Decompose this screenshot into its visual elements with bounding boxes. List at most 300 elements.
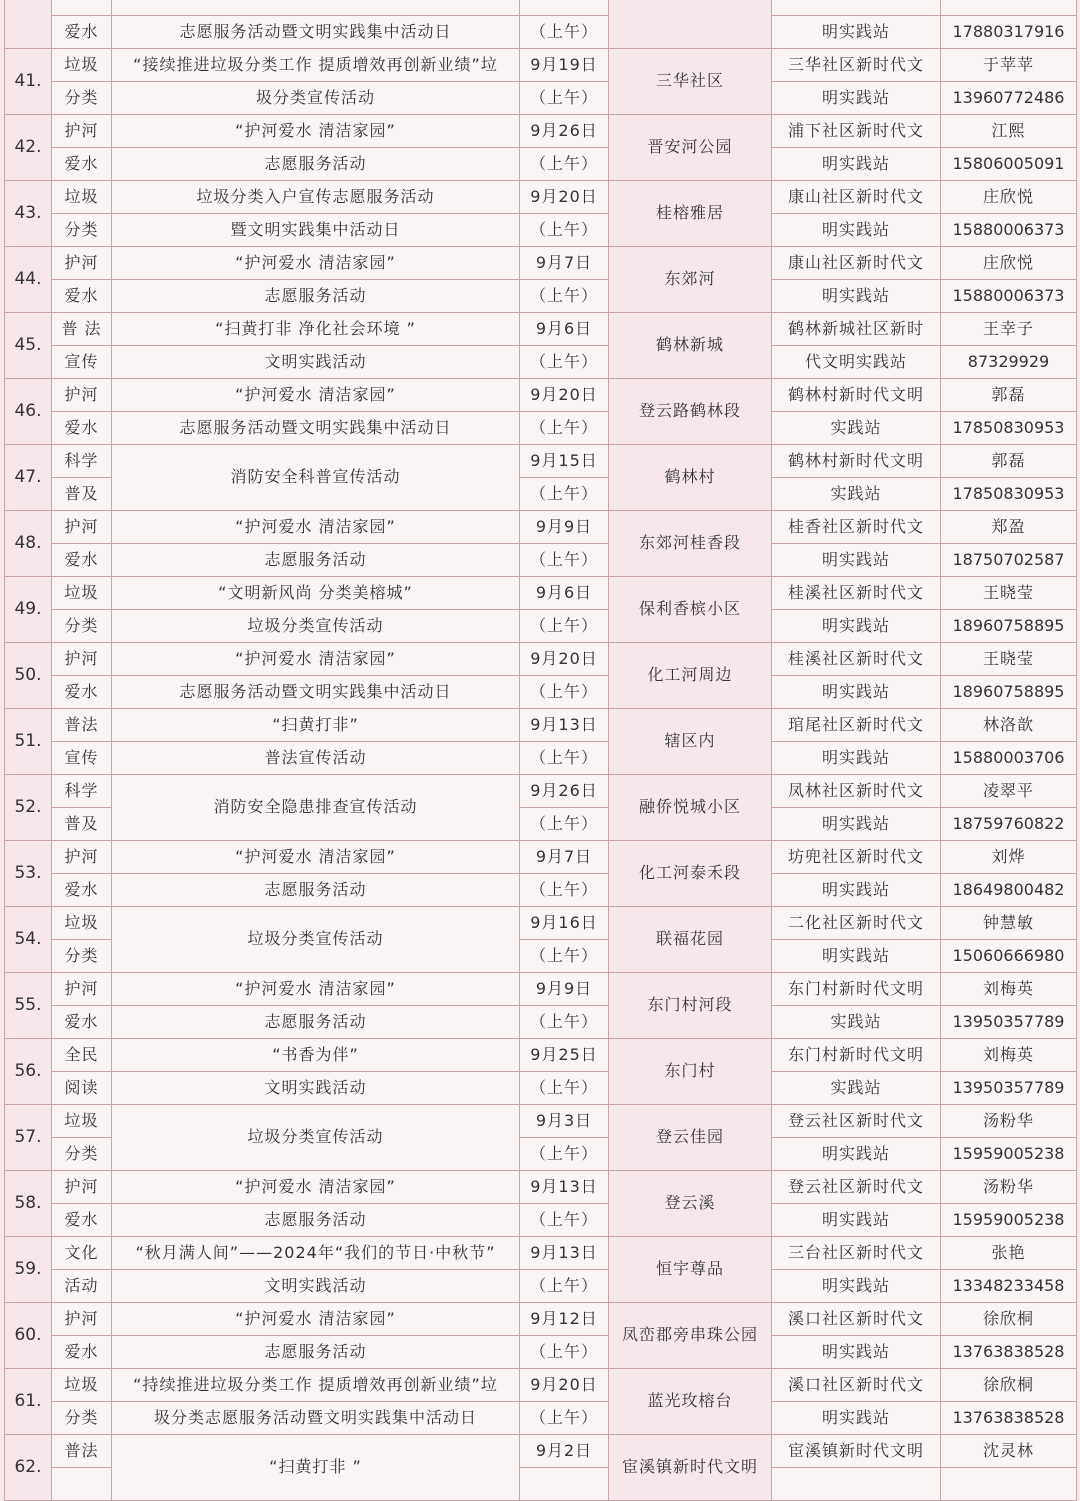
- category-line2: 分类: [52, 214, 112, 247]
- date-line1: 9月9日: [520, 511, 609, 544]
- contact-person: 徐欣桐: [941, 1369, 1077, 1402]
- contact-phone: 17880317916: [941, 16, 1077, 49]
- organizer-line1: 鹤林村新时代文明: [772, 445, 941, 478]
- activity-line1: 垃圾分类宣传活动: [112, 907, 520, 973]
- table-row: [5, 247, 1077, 280]
- category-line1: 护河: [52, 1171, 112, 1204]
- contact-person: 徐欣桐: [941, 1303, 1077, 1336]
- category-line2: 分类: [52, 1402, 112, 1435]
- table-row: [5, 775, 1077, 808]
- date-line1: 9月13日: [520, 1171, 609, 1204]
- activity-line1: “护河爱水 清洁家园”: [112, 379, 520, 412]
- activity-line2: 志愿服务活动: [112, 1336, 520, 1369]
- category-line2: 普及: [52, 478, 112, 511]
- organizer-line2: 明实践站: [772, 1204, 941, 1237]
- organizer-line1: 浦下社区新时代文: [772, 115, 941, 148]
- row-number: 41.: [5, 49, 52, 115]
- category-line2: 分类: [52, 1138, 112, 1171]
- row-number: 52.: [5, 775, 52, 841]
- contact-person: 沈灵林: [941, 1435, 1077, 1468]
- date-line2: （上午）: [520, 610, 609, 643]
- category-line1: 垃圾: [52, 181, 112, 214]
- category-line2: 爱水: [52, 412, 112, 445]
- category-line2: 宣传: [52, 742, 112, 775]
- table-row-cont: [5, 346, 1077, 379]
- contact-phone: [941, 1468, 1077, 1501]
- table-row: [5, 49, 1077, 82]
- contact-phone: 13960772486: [941, 82, 1077, 115]
- category-line1: 护河: [52, 511, 112, 544]
- date-line1: 9月13日: [520, 1237, 609, 1270]
- location: 化工河泰禾段: [609, 841, 772, 907]
- category-line1: 护河: [52, 1303, 112, 1336]
- date-line1: 9月6日: [520, 313, 609, 346]
- date-line1: 9月7日: [520, 841, 609, 874]
- location: 东郊河: [609, 247, 772, 313]
- organizer-line1: 桂溪社区新时代文: [772, 643, 941, 676]
- organizer-line1: 登云社区新时代文: [772, 1171, 941, 1204]
- table-row: [5, 1303, 1077, 1336]
- date-line2: [520, 1468, 609, 1501]
- location: 桂榕雅居: [609, 181, 772, 247]
- contact-person: [941, 0, 1077, 16]
- table-row: [5, 1105, 1077, 1138]
- row-number: 55.: [5, 973, 52, 1039]
- category-line2: 活动: [52, 1270, 112, 1303]
- row-number: 46.: [5, 379, 52, 445]
- category-line1: 科学: [52, 445, 112, 478]
- activity-line1: 垃圾分类入户宣传志愿服务活动: [112, 181, 520, 214]
- organizer-line1: 鹤林新城社区新时: [772, 313, 941, 346]
- contact-person: 刘梅英: [941, 1039, 1077, 1072]
- category-line1: 文化: [52, 1237, 112, 1270]
- location: 融侨悦城小区: [609, 775, 772, 841]
- category-line2: 分类: [52, 940, 112, 973]
- row-number: 61.: [5, 1369, 52, 1435]
- location: [609, 0, 772, 49]
- category-line1: 护河: [52, 115, 112, 148]
- row-number: 56.: [5, 1039, 52, 1105]
- date-line1: 9月20日: [520, 643, 609, 676]
- location: 东门村: [609, 1039, 772, 1105]
- date-line1: 9月7日: [520, 247, 609, 280]
- organizer-line1: 康山社区新时代文: [772, 181, 941, 214]
- organizer-line2: 明实践站: [772, 1336, 941, 1369]
- activity-line2: 志愿服务活动暨文明实践集中活动日: [112, 676, 520, 709]
- activity-line1: “护河爱水 清洁家园”: [112, 1303, 520, 1336]
- row-number: 54.: [5, 907, 52, 973]
- location: 保利香槟小区: [609, 577, 772, 643]
- category-line2: 爱水: [52, 676, 112, 709]
- date-line2: （上午）: [520, 808, 609, 841]
- location: 化工河周边: [609, 643, 772, 709]
- contact-person: 王幸子: [941, 313, 1077, 346]
- category-line1: [52, 0, 112, 16]
- activity-line2: 志愿服务活动暨文明实践集中活动日: [112, 412, 520, 445]
- table-row: [5, 1369, 1077, 1402]
- table-row: [5, 643, 1077, 676]
- contact-person: 汤粉华: [941, 1105, 1077, 1138]
- contact-phone: 18649800482: [941, 874, 1077, 907]
- contact-phone: 15880006373: [941, 280, 1077, 313]
- category-line2: 爱水: [52, 1204, 112, 1237]
- table-row: [5, 907, 1077, 940]
- row-number: 51.: [5, 709, 52, 775]
- row-number: 60.: [5, 1303, 52, 1369]
- table-row-cont: [5, 1072, 1077, 1105]
- location: 恒宇尊品: [609, 1237, 772, 1303]
- organizer-line1: 康山社区新时代文: [772, 247, 941, 280]
- date-line1: 9月25日: [520, 1039, 609, 1072]
- category-line1: 垃圾: [52, 1369, 112, 1402]
- contact-person: 林洛歆: [941, 709, 1077, 742]
- organizer-line1: [772, 0, 941, 16]
- category-line2: [52, 1468, 112, 1501]
- organizer-line1: 东门村新时代文明: [772, 1039, 941, 1072]
- date-line2: （上午）: [520, 148, 609, 181]
- date-line1: [520, 0, 609, 16]
- activity-line1: “护河爱水 清洁家园”: [112, 841, 520, 874]
- row-number: 50.: [5, 643, 52, 709]
- contact-person: 郭磊: [941, 379, 1077, 412]
- category-line2: 爱水: [52, 544, 112, 577]
- location: 辖区内: [609, 709, 772, 775]
- organizer-line2: 明实践站: [772, 280, 941, 313]
- table-row: [5, 445, 1077, 478]
- table-row: [5, 379, 1077, 412]
- contact-phone: 15806005091: [941, 148, 1077, 181]
- table-row-cont: [5, 544, 1077, 577]
- organizer-line2: 代文明实践站: [772, 346, 941, 379]
- contact-person: 汤粉华: [941, 1171, 1077, 1204]
- date-line1: 9月2日: [520, 1435, 609, 1468]
- organizer-line1: 溪口社区新时代文: [772, 1369, 941, 1402]
- organizer-line2: 明实践站: [772, 214, 941, 247]
- organizer-line2: 明实践站: [772, 544, 941, 577]
- activity-line2: 垃圾分类宣传活动: [112, 610, 520, 643]
- table-row: [5, 1039, 1077, 1072]
- location: 三华社区: [609, 49, 772, 115]
- table-row: [5, 0, 1077, 16]
- date-line1: 9月19日: [520, 49, 609, 82]
- date-line2: （上午）: [520, 1006, 609, 1039]
- contact-person: 张艳: [941, 1237, 1077, 1270]
- activity-line1: “书香为伴”: [112, 1039, 520, 1072]
- activity-line1: 消防安全科普宣传活动: [112, 445, 520, 511]
- contact-phone: 18750702587: [941, 544, 1077, 577]
- contact-person: 钟慧敏: [941, 907, 1077, 940]
- contact-person: 郭磊: [941, 445, 1077, 478]
- table-row: [5, 1237, 1077, 1270]
- category-line1: 护河: [52, 247, 112, 280]
- row-number: 49.: [5, 577, 52, 643]
- date-line2: （上午）: [520, 346, 609, 379]
- date-line2: （上午）: [520, 1072, 609, 1105]
- category-line2: 爱水: [52, 1006, 112, 1039]
- organizer-line2: 明实践站: [772, 148, 941, 181]
- activity-line1: “护河爱水 清洁家园”: [112, 1171, 520, 1204]
- activity-line2: 文明实践活动: [112, 346, 520, 379]
- activity-line1: “扫黄打非 净化社会环境 ”: [112, 313, 520, 346]
- organizer-line1: 坊兜社区新时代文: [772, 841, 941, 874]
- contact-phone: 15060666980: [941, 940, 1077, 973]
- contact-phone: 15880006373: [941, 214, 1077, 247]
- contact-person: 王晓莹: [941, 643, 1077, 676]
- organizer-line2: 明实践站: [772, 610, 941, 643]
- organizer-line2: 实践站: [772, 1006, 941, 1039]
- table-row-cont: [5, 610, 1077, 643]
- activity-line1: 垃圾分类宣传活动: [112, 1105, 520, 1171]
- activity-line2: 志愿服务活动: [112, 1006, 520, 1039]
- table-row: [5, 1435, 1077, 1468]
- location: 登云路鹤林段: [609, 379, 772, 445]
- date-line2: （上午）: [520, 1138, 609, 1171]
- activity-line2: 志愿服务活动: [112, 1204, 520, 1237]
- activity-line1: “秋月满人间”——2024年“我们的节日·中秋节”: [112, 1237, 520, 1270]
- location: 蓝光玫榕台: [609, 1369, 772, 1435]
- activity-line2: 志愿服务活动: [112, 874, 520, 907]
- contact-phone: 15880003706: [941, 742, 1077, 775]
- category-line1: 护河: [52, 841, 112, 874]
- organizer-line1: 桂香社区新时代文: [772, 511, 941, 544]
- contact-person: 江熙: [941, 115, 1077, 148]
- contact-person: 王晓莹: [941, 577, 1077, 610]
- date-line1: 9月9日: [520, 973, 609, 1006]
- category-line1: 垃圾: [52, 907, 112, 940]
- category-line2: 宣传: [52, 346, 112, 379]
- organizer-line1: 鹤林村新时代文明: [772, 379, 941, 412]
- organizer-line1: 东门村新时代文明: [772, 973, 941, 1006]
- date-line2: （上午）: [520, 478, 609, 511]
- location: 登云佳园: [609, 1105, 772, 1171]
- activity-line1: “护河爱水 清洁家园”: [112, 247, 520, 280]
- contact-phone: 87329929: [941, 346, 1077, 379]
- activity-line2: 圾分类志愿服务活动暨文明实践集中活动日: [112, 1402, 520, 1435]
- category-line2: 阅读: [52, 1072, 112, 1105]
- contact-person: 于苹苹: [941, 49, 1077, 82]
- category-line2: 分类: [52, 82, 112, 115]
- contact-phone: 13763838528: [941, 1336, 1077, 1369]
- date-line2: （上午）: [520, 544, 609, 577]
- organizer-line2: 明实践站: [772, 874, 941, 907]
- date-line1: 9月20日: [520, 181, 609, 214]
- category-line1: 科学: [52, 775, 112, 808]
- date-line2: （上午）: [520, 280, 609, 313]
- date-line1: 9月15日: [520, 445, 609, 478]
- activity-line2: 志愿服务活动: [112, 148, 520, 181]
- category-line2: 爱水: [52, 1336, 112, 1369]
- date-line1: 9月12日: [520, 1303, 609, 1336]
- location: 东郊河桂香段: [609, 511, 772, 577]
- activity-table: [4, 0, 1077, 1501]
- date-line2: （上午）: [520, 940, 609, 973]
- date-line2: （上午）: [520, 676, 609, 709]
- date-line1: 9月26日: [520, 115, 609, 148]
- row-number: 44.: [5, 247, 52, 313]
- table-row: [5, 511, 1077, 544]
- category-line2: 爱水: [52, 280, 112, 313]
- activity-line2: 志愿服务活动暨文明实践集中活动日: [112, 16, 520, 49]
- date-line1: 9月3日: [520, 1105, 609, 1138]
- table-row: [5, 313, 1077, 346]
- category-line1: 护河: [52, 379, 112, 412]
- organizer-line2: 明实践站: [772, 82, 941, 115]
- organizer-line1: 三台社区新时代文: [772, 1237, 941, 1270]
- row-number: 57.: [5, 1105, 52, 1171]
- table-row: [5, 709, 1077, 742]
- activity-line2: 普法宣传活动: [112, 742, 520, 775]
- contact-phone: 13950357789: [941, 1072, 1077, 1105]
- category-line1: 护河: [52, 973, 112, 1006]
- location: 宦溪镇新时代文明: [609, 1435, 772, 1501]
- table-row-cont: [5, 148, 1077, 181]
- organizer-line1: 琯尾社区新时代文: [772, 709, 941, 742]
- table-row-cont: [5, 1402, 1077, 1435]
- activity-line2: 志愿服务活动: [112, 544, 520, 577]
- date-line2: （上午）: [520, 1270, 609, 1303]
- category-line1: 垃圾: [52, 1105, 112, 1138]
- activity-line1: “护河爱水 清洁家园”: [112, 643, 520, 676]
- contact-phone: 15959005238: [941, 1204, 1077, 1237]
- row-number: 59.: [5, 1237, 52, 1303]
- location: 联福花园: [609, 907, 772, 973]
- table-row-cont: [5, 676, 1077, 709]
- table-row-cont: [5, 214, 1077, 247]
- contact-phone: 13348233458: [941, 1270, 1077, 1303]
- row-number: 47.: [5, 445, 52, 511]
- location: 东门村河段: [609, 973, 772, 1039]
- row-number: 45.: [5, 313, 52, 379]
- activity-line2: 暨文明实践集中活动日: [112, 214, 520, 247]
- organizer-line2: 明实践站: [772, 1270, 941, 1303]
- location: 鹤林新城: [609, 313, 772, 379]
- organizer-line2: 明实践站: [772, 676, 941, 709]
- activity-line1: “护河爱水 清洁家园”: [112, 115, 520, 148]
- row-number: 62.: [5, 1435, 52, 1501]
- location: 凤峦郡旁串珠公园: [609, 1303, 772, 1369]
- organizer-line2: 实践站: [772, 412, 941, 445]
- table-row: [5, 181, 1077, 214]
- organizer-line2: 明实践站: [772, 1138, 941, 1171]
- activity-line1: “护河爱水 清洁家园”: [112, 511, 520, 544]
- table-row-cont: [5, 1336, 1077, 1369]
- row-number: 42.: [5, 115, 52, 181]
- activity-line2: 文明实践活动: [112, 1270, 520, 1303]
- date-line2: （上午）: [520, 82, 609, 115]
- date-line2: （上午）: [520, 1336, 609, 1369]
- table-row-cont: [5, 1006, 1077, 1039]
- contact-phone: 18960758895: [941, 610, 1077, 643]
- contact-person: 凌翠平: [941, 775, 1077, 808]
- activity-line1: “接续推进垃圾分类工作 提质增效再创新业绩”垃: [112, 49, 520, 82]
- contact-person: 郑盈: [941, 511, 1077, 544]
- table-body: [5, 0, 1077, 1501]
- contact-phone: 13763838528: [941, 1402, 1077, 1435]
- date-line1: 9月6日: [520, 577, 609, 610]
- category-line1: 普法: [52, 1435, 112, 1468]
- table-row-cont: [5, 16, 1077, 49]
- table-row-cont: [5, 82, 1077, 115]
- organizer-line1: 二化社区新时代文: [772, 907, 941, 940]
- table-row-cont: [5, 280, 1077, 313]
- table-row: [5, 115, 1077, 148]
- organizer-line1: 登云社区新时代文: [772, 1105, 941, 1138]
- activity-line1: 消防安全隐患排查宣传活动: [112, 775, 520, 841]
- contact-phone: 17850830953: [941, 478, 1077, 511]
- organizer-line1: 三华社区新时代文: [772, 49, 941, 82]
- category-line1: 垃圾: [52, 49, 112, 82]
- location: 晋安河公园: [609, 115, 772, 181]
- row-number: 58.: [5, 1171, 52, 1237]
- category-line1: 垃圾: [52, 577, 112, 610]
- contact-person: 庄欣悦: [941, 247, 1077, 280]
- table-row: [5, 1171, 1077, 1204]
- organizer-line2: 明实践站: [772, 808, 941, 841]
- contact-phone: 15959005238: [941, 1138, 1077, 1171]
- contact-person: 庄欣悦: [941, 181, 1077, 214]
- row-number: [5, 0, 52, 49]
- organizer-line1: 宦溪镇新时代文明: [772, 1435, 941, 1468]
- contact-phone: 13950357789: [941, 1006, 1077, 1039]
- date-line2: （上午）: [520, 1204, 609, 1237]
- activity-line1: “扫黄打非”: [112, 709, 520, 742]
- table-row-cont: [5, 1270, 1077, 1303]
- date-line2: （上午）: [520, 1402, 609, 1435]
- organizer-line2: [772, 1468, 941, 1501]
- table-row-cont: [5, 874, 1077, 907]
- activity-line1: “护河爱水 清洁家园”: [112, 973, 520, 1006]
- organizer-line2: 明实践站: [772, 16, 941, 49]
- category-line2: 爱水: [52, 16, 112, 49]
- activity-line2: 圾分类宣传活动: [112, 82, 520, 115]
- organizer-line1: 溪口社区新时代文: [772, 1303, 941, 1336]
- activity-line1: “持续推进垃圾分类工作 提质增效再创新业绩”垃: [112, 1369, 520, 1402]
- date-line2: （上午）: [520, 874, 609, 907]
- row-number: 48.: [5, 511, 52, 577]
- activity-line1: [112, 0, 520, 16]
- row-number: 43.: [5, 181, 52, 247]
- category-line2: 分类: [52, 610, 112, 643]
- organizer-line2: 实践站: [772, 478, 941, 511]
- contact-phone: 17850830953: [941, 412, 1077, 445]
- organizer-line2: 明实践站: [772, 742, 941, 775]
- category-line1: 护河: [52, 643, 112, 676]
- organizer-line1: 桂溪社区新时代文: [772, 577, 941, 610]
- contact-phone: 18960758895: [941, 676, 1077, 709]
- date-line1: 9月16日: [520, 907, 609, 940]
- date-line1: 9月13日: [520, 709, 609, 742]
- activity-line2: 志愿服务活动: [112, 280, 520, 313]
- date-line2: （上午）: [520, 214, 609, 247]
- category-line1: 普 法: [52, 313, 112, 346]
- contact-person: 刘烨: [941, 841, 1077, 874]
- date-line1: 9月26日: [520, 775, 609, 808]
- category-line2: 普及: [52, 808, 112, 841]
- activity-line1: “文明新风尚 分类美榕城”: [112, 577, 520, 610]
- date-line2: （上午）: [520, 742, 609, 775]
- location: 登云溪: [609, 1171, 772, 1237]
- table-row: [5, 973, 1077, 1006]
- table-row-cont: [5, 742, 1077, 775]
- date-line1: 9月20日: [520, 379, 609, 412]
- table-row: [5, 577, 1077, 610]
- table-row: [5, 841, 1077, 874]
- organizer-line2: 明实践站: [772, 1402, 941, 1435]
- activity-line1: “扫黄打非 ”: [112, 1435, 520, 1501]
- category-line1: 普法: [52, 709, 112, 742]
- location: 鹤林村: [609, 445, 772, 511]
- contact-person: 刘梅英: [941, 973, 1077, 1006]
